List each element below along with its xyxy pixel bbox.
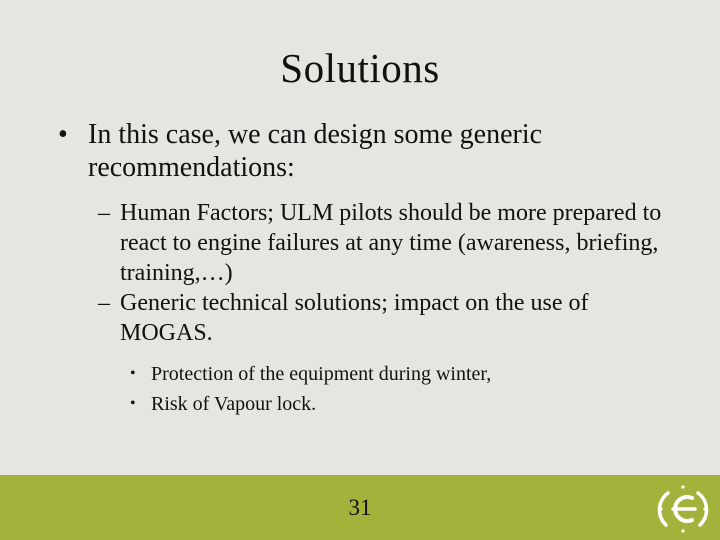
bullet-level-2 [98, 198, 680, 288]
slide-content [0, 118, 720, 419]
bullet-text: In this case, we can design some generic recommendations: [88, 119, 543, 183]
bullet-marker: • [130, 365, 136, 382]
dash-marker: – [98, 290, 110, 316]
organization-logo-icon [656, 483, 710, 535]
bullet-text: Generic technical solutions; impact on the use of MOGAS. [120, 290, 589, 346]
page-number: 31 [348, 495, 372, 520]
bullet-level-1 [58, 118, 688, 184]
bullet-level-2 [98, 288, 680, 348]
bullet-level-3 [130, 359, 671, 389]
slide-title: Solutions [280, 45, 440, 91]
bullet-level-3 [130, 389, 671, 419]
bullet-marker: • [58, 119, 68, 150]
bullet-marker: • [130, 395, 136, 412]
bullet-text: Risk of Vapour lock. [151, 393, 317, 415]
footer-bar [0, 475, 720, 540]
bullet-text: Human Factors; ULM pilots should be more prepared to react to engine failures at any time (awareness, briefing, training,…) [120, 200, 662, 286]
bullet-text: Protection of the equipment during winter, [151, 363, 492, 385]
dash-marker: – [98, 200, 110, 226]
